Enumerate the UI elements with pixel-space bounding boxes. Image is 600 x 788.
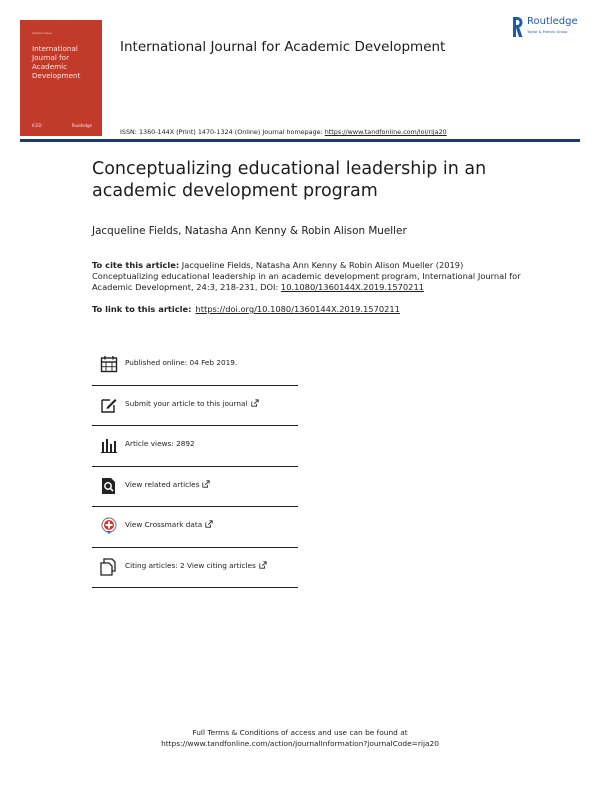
header-rule xyxy=(20,139,580,142)
citation-doi-link[interactable]: 10.1080/1360144X.2019.1570211 xyxy=(280,282,425,292)
routledge-r-icon xyxy=(511,16,524,38)
published-date: Published online: 04 Feb 2019. xyxy=(125,358,238,367)
article-doi-link[interactable]: https://doi.org/10.1080/1360144X.2019.1570211 xyxy=(195,304,400,314)
view-crossmark-link[interactable]: View Crossmark data xyxy=(125,520,203,529)
external-link-icon xyxy=(205,520,213,528)
pencil-edit-icon xyxy=(100,396,118,414)
link-label: To link to this article: xyxy=(92,304,192,314)
journal-homepage-link[interactable]: https://www.tandfonline.com/loi/rija20 xyxy=(324,128,447,136)
terms-text: Full Terms & Conditions of access and use can be found at xyxy=(192,728,408,737)
meta-views xyxy=(92,426,298,467)
calendar-icon xyxy=(100,355,118,373)
bar-chart-icon xyxy=(100,436,118,454)
journal-title: International Journal for Academic Development xyxy=(120,39,446,55)
crossmark-icon xyxy=(100,517,118,535)
submit-article-link[interactable]: Submit your article to this journal xyxy=(125,398,248,408)
publisher-logo xyxy=(511,14,591,44)
article-meta-list xyxy=(92,345,298,588)
meta-submit[interactable] xyxy=(92,386,298,427)
article-authors: Jacqueline Fields, Natasha Ann Kenny & Robin Alison Mueller xyxy=(92,225,407,237)
page-footer xyxy=(0,727,600,749)
cover-iced-logo: ICED xyxy=(32,123,42,128)
citation-text: Jacqueline Fields, Natasha Ann Kenny & Robin Alison Mueller (2019) Conceptualizing educational leadership in an academic development program, International Journal for Academic Development, 24:3, 218-231, DOI: xyxy=(92,260,521,292)
external-link-icon xyxy=(202,480,210,488)
article-views: Article views: 2892 xyxy=(125,439,195,448)
publisher-tagline: Taylor & Francis Group xyxy=(527,30,568,34)
citing-articles-link[interactable]: Citing articles: 2 View citing articles xyxy=(125,560,256,570)
meta-citing[interactable] xyxy=(92,548,298,589)
meta-published xyxy=(92,345,298,386)
meta-related[interactable] xyxy=(92,467,298,508)
view-related-link[interactable]: View related articles xyxy=(125,479,200,489)
cover-title: International Journal for Academic Development xyxy=(32,44,81,80)
cover-publisher-logo: Routledge xyxy=(71,123,92,128)
external-link-icon xyxy=(259,561,267,569)
issn-line: ISSN: 1360-144X (Print) 1470-1324 (Online) Journal homepage: https://www.tandfonline.com/loi/rija20 xyxy=(120,128,447,136)
citation-label: To cite this article: xyxy=(92,260,180,270)
related-search-icon xyxy=(100,477,118,495)
publisher-name: Routledge xyxy=(527,16,578,27)
citing-documents-icon xyxy=(100,558,118,576)
citation-block xyxy=(92,260,522,293)
external-link-icon xyxy=(251,399,259,407)
journal-cover xyxy=(20,20,102,136)
cover-volume-text: Volume Issue xyxy=(32,31,52,35)
article-link-line xyxy=(92,304,400,314)
article-title: Conceptualizing educational leadership in an academic development program xyxy=(92,159,487,201)
journal-information-link[interactable]: https://www.tandfonline.com/action/journalInformation?journalCode=rija20 xyxy=(161,739,439,748)
meta-crossmark[interactable] xyxy=(92,507,298,548)
